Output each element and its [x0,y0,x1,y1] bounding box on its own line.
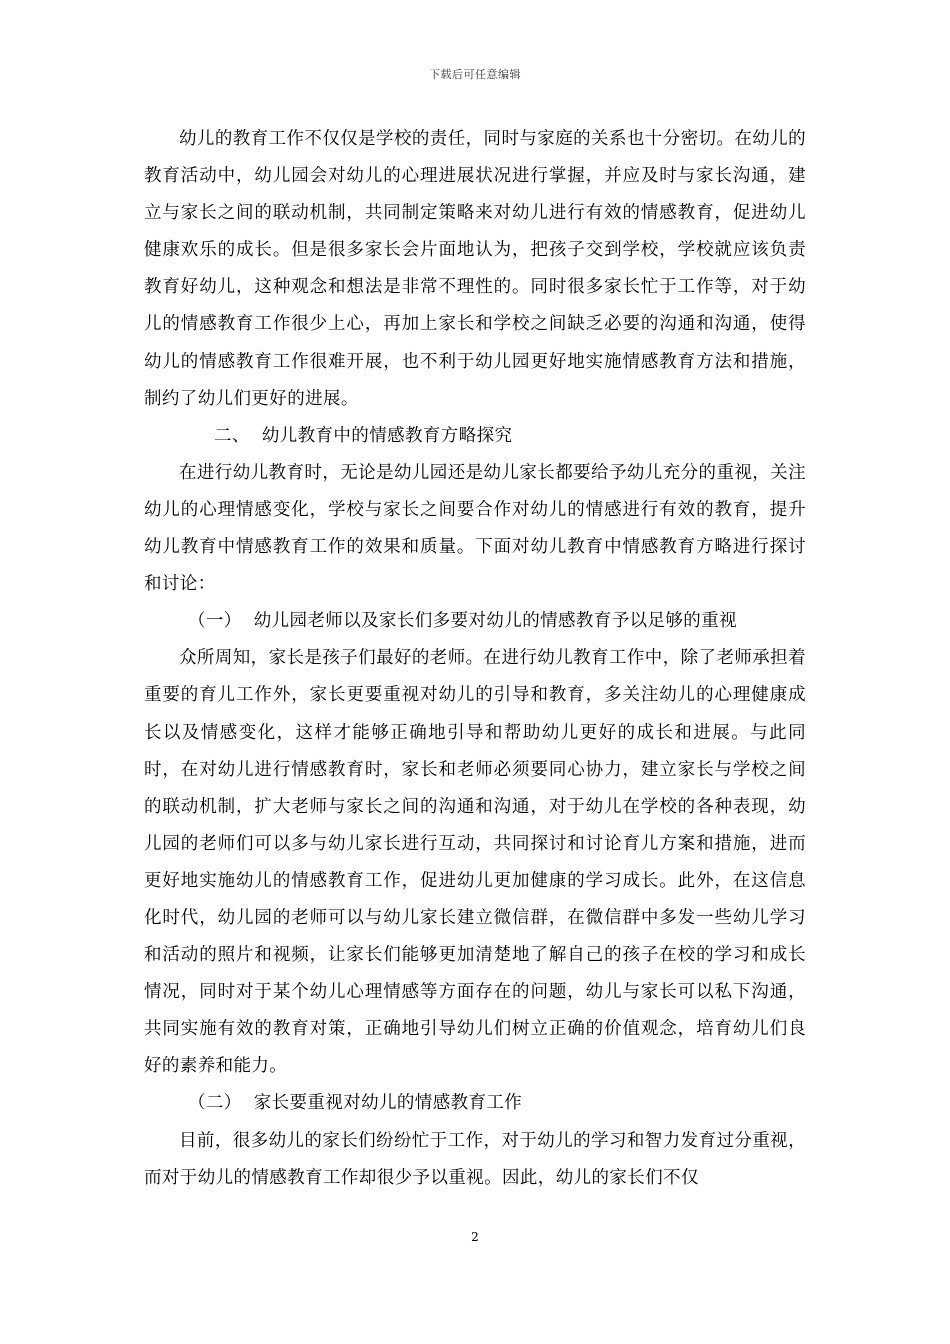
paragraph-1: 幼儿的教育工作不仅仅是学校的责任，同时与家庭的关系也十分密切。在幼儿的教育活动中，幼儿园会对幼儿的心理进展状况进行掌握，并应及时与家长沟通，建立与家长之间的联动机制，共同制定策略来对幼儿进行有效的情感教育，促进幼儿健康欢乐的成长。但是很多家长会片面地认为，把孩子交到学校，学校就应该负责教育好幼儿，这种观念和想法是非常不理性的。同时很多家长忙于工作等，对于幼儿的情感教育工作很少上心，再加上家长和学校之间缺乏必要的沟通和沟通，使得幼儿的情感教育工作很难开展，也不利于幼儿园更好地实施情感教育方法和措施，制约了幼儿们更好的进展。 [144,129,806,409]
section-heading-2-text: 幼儿教育中的情感教育方略探究 [261,425,513,446]
paragraph-2: 在进行幼儿教育时，无论是幼儿园还是幼儿家长都要给予幼儿充分的重视，关注幼儿的心理情感变化，学校与家长之间要合作对幼儿的情感进行有效的教育，提升幼儿教育中情感教育工作的效果和质量。下面对幼儿教育中情感教育方略进行探讨和讨论： [144,462,806,595]
paragraph-4: 目前，很多幼儿的家长们纷纷忙于工作，对于幼儿的学习和智力发育过分重视，而对于幼儿的情感教育工作却很少予以重视。因此，幼儿的家长们不仅 [144,1130,806,1188]
document-body [144,121,806,1197]
subsection-heading-2 [144,1085,806,1122]
section-heading-2-number: 二、 [214,425,250,446]
page-number: 2 [471,1230,479,1244]
subsection-heading-2-text: 家长要重视对幼儿的情感教育工作 [253,1093,523,1114]
page-header: 下载后可任意编辑 [429,68,521,81]
section-heading-2 [144,418,806,455]
subsection-heading-2-number: （二） [188,1093,242,1114]
paragraph-3: 众所周知，家长是孩子们最好的老师。在进行幼儿教育工作中，除了老师承担着重要的育儿工作外，家长更要重视对幼儿的引导和教育，多关注幼儿的心理健康成长以及情感变化，这样才能够正确地引导和帮助幼儿更好的成长和进展。与此同时，在对幼儿进行情感教育时，家长和老师必须要同心协力，建立家长与学校之间的联动机制，扩大老师与家长之间的沟通和沟通，对于幼儿在学校的各种表现，幼儿园的老师们可以多与幼儿家长进行互动，共同探讨和讨论育儿方案和措施，进而更好地实施幼儿的情感教育工作，促进幼儿更加健康的学习成长。此外，在这信息化时代，幼儿园的老师可以与幼儿家长建立微信群，在微信群中多发一些幼儿学习和活动的照片和视频，让家长们能够更加清楚地了解自己的孩子在校的学习和成长情况，同时对于某个幼儿心理情感等方面存在的问题，幼儿与家长可以私下沟通，共同实施有效的教育对策，正确地引导幼儿们树立正确的价值观念，培育幼儿们良好的素养和能力。 [144,648,806,1077]
subsection-heading-1-number: （一） [188,611,242,632]
subsection-heading-1-text: 幼儿园老师以及家长们多要对幼儿的情感教育予以足够的重视 [253,611,738,632]
subsection-heading-1 [144,603,806,640]
